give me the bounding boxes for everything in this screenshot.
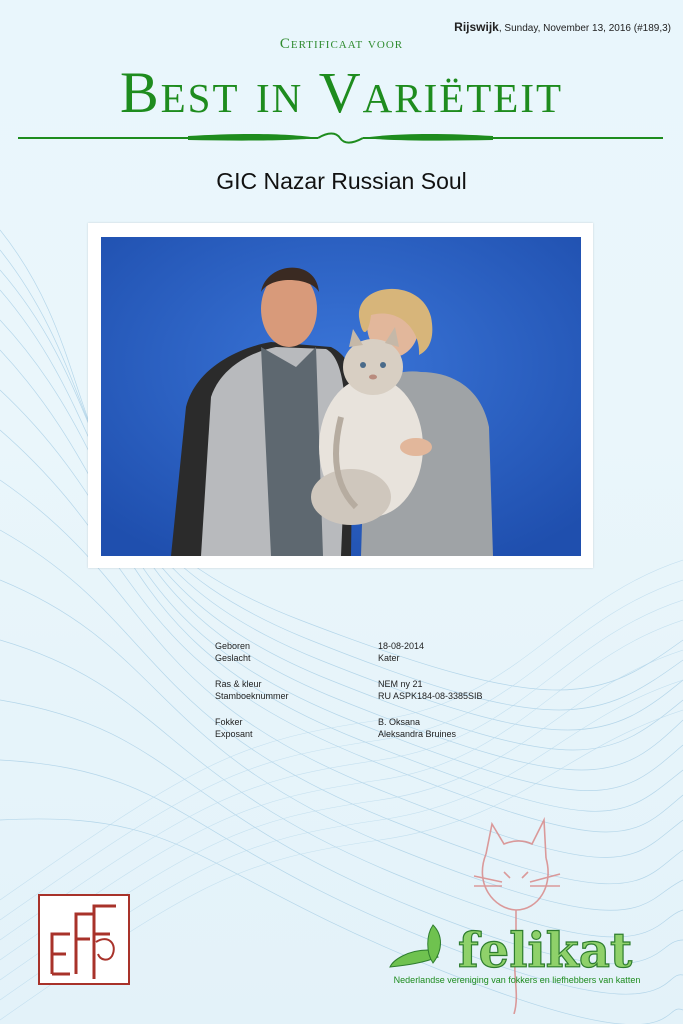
- detail-row-pedigree: [215, 690, 483, 702]
- spacer: [215, 664, 483, 678]
- detail-label: Geslacht: [215, 653, 251, 663]
- cat-name: GIC Nazar Russian Soul: [216, 168, 467, 194]
- fife-logo: [38, 894, 130, 985]
- detail-label: Exposant: [215, 729, 253, 739]
- detail-label: Geboren: [215, 641, 251, 651]
- title-divider: [18, 130, 663, 146]
- felikat-wordmark: felikat: [458, 923, 633, 979]
- detail-value: 18-08-2014: [378, 641, 425, 651]
- felikat-tagline: Nederlandse vereniging van fokkers en liefhebbers van katten: [393, 975, 641, 985]
- felikat-logo: [388, 905, 648, 985]
- certificate-subtitle: Certificaat voor: [279, 36, 404, 52]
- detail-value: Aleksandra Bruines: [378, 729, 457, 739]
- location-date: [454, 20, 671, 34]
- detail-label: Ras & kleur: [215, 679, 262, 689]
- detail-label: Fokker: [215, 717, 243, 727]
- detail-value: NEM ny 21: [378, 679, 423, 689]
- cat-details: [215, 640, 483, 740]
- detail-row-born: [215, 640, 483, 652]
- detail-row-breeder: [215, 716, 483, 728]
- winner-photo: [101, 237, 581, 556]
- detail-row-breed: [215, 678, 483, 690]
- comma: ,: [498, 23, 505, 34]
- show-date: Sunday, November 13, 2016 (#189,3): [504, 23, 671, 34]
- detail-value: RU ASPK184-08-3385SIB: [378, 691, 483, 701]
- spacer: [215, 702, 483, 716]
- photo-frame: [88, 223, 593, 568]
- detail-value: Kater: [378, 653, 400, 663]
- city-name: Rijswijk: [454, 20, 499, 34]
- detail-value: B. Oksana: [378, 717, 421, 727]
- detail-row-sex: [215, 652, 483, 664]
- detail-label: Stamboeknummer: [215, 691, 289, 701]
- detail-row-exhibitor: [215, 728, 483, 740]
- certificate-title: Best in Variëteit: [119, 60, 564, 125]
